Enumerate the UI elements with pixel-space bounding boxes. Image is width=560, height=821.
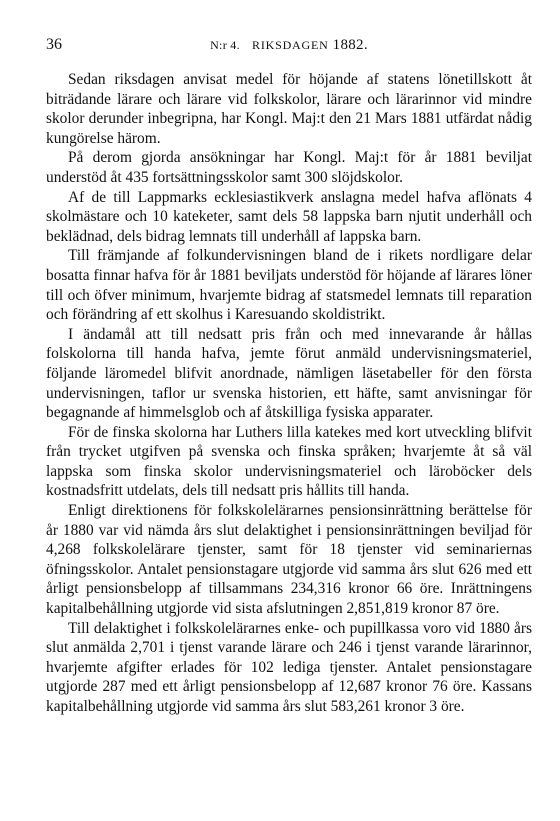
page-number: 36 xyxy=(46,36,62,53)
header-riksdagen: RIKSDAGEN xyxy=(252,38,329,52)
header-title xyxy=(46,34,532,56)
header-year: 1882. xyxy=(332,37,368,53)
paragraph-folkundervisningen: Till främjande af folkundervisningen bland de i rikets nordligare delar bosatta finnar hafva för år 1881 beviljats understöd för höjande af lärares löner till och öfver minimum, hvarjemte bidrag af statsmedel lemnats till reparation och förändring af ett skolhus i Karesuando skoldistrikt. xyxy=(46,247,532,324)
paragraph-laromedel: I ändamål att till nedsatt pris från och med innevarande år hållas folskolorna till handa hafva, jemte förut anmäld undervisningsmateriel, följande läromedel blifvit anordnade, nämligen läsetabeller för den första undervisningen, taflor ur svenska historien, ett häfte, samt anvisningar för begagnande af himmelsglob och af åtskilliga fysiska apparater. xyxy=(46,325,532,422)
running-header xyxy=(46,34,532,56)
header-nr-label: N:r 4. xyxy=(210,38,240,52)
paragraph-lappmarks: Af de till Lappmarks ecklesiastikverk anslagna medel hafva aflönats 4 skolmästare och 10 kateketer, samt dels 58 lappska barn njutit underhåll och beklädnad, dels bidrag lemnats till underhåll af lappska barn. xyxy=(46,188,532,245)
paragraph-enke-pupillkassa: Till delaktighet i folkskolelärarnes enke- och pupillkassa voro vid 1880 års slut anmälda 2,701 i tjenst varande lärare och 246 i tjenst varande lärarinnor, hvarjemte afgifter erlades för 102 lediga tjenster. Antalet pensionstagare utgjorde 287 med ett årligt pensionsbelopp af 12,687 kronor 76 öre. Kassans kapitalbehållning utgjorde vid samma års slut 583,261 kronor 3 öre. xyxy=(46,619,532,715)
paragraph-finska-skolorna: För de finska skolorna har Luthers lilla katekes med kort utveckling blifvit från trycket utgifven på svenska och finska språken; hvarjemte åt så väl lappska som finska skolor undervisningsmateriel och läroböcker dels kostnadsfritt utdelats, dels till nedsatt pris hållits till handa. xyxy=(46,423,532,500)
paragraph-pensionsinrattning: Enligt direktionens för folkskolelärarnes pensionsinrättning berättelse för år 1880 var vid nämda års slut delaktighet i pensionsinrättningen beviljad för 4,268 folkskolelärare tjenster, samt för 18 tjenster vid seminariernas öfningsskolor. Antalet pensionstagare utgjorde vid samma års slut 626 med ett årligt pensionsbelopp af tillsammans 234,316 kronor 66 öre. Inrättningens kapitalbehållning utgjorde vid sista afslutningen 2,851,819 kronor 87 öre. xyxy=(46,502,532,618)
paragraph-lonetillskott: Sedan riksdagen anvisat medel för höjande af statens lönetillskott åt biträdande lärare och lärare vid folkskolor, lärare och lärarinnor vid mindre skolor derunder inbegripna, har Kongl. Maj:t den 21 Mars 1881 utfärdat nådig kungörelse härom. xyxy=(46,71,532,147)
body-text xyxy=(46,70,532,717)
paragraph-ansokningar: På derom gjorda ansökningar har Kongl. Maj:t för år 1881 beviljat understöd åt 435 fortsättningsskolor samt 300 slöjdskolor. xyxy=(46,149,532,186)
